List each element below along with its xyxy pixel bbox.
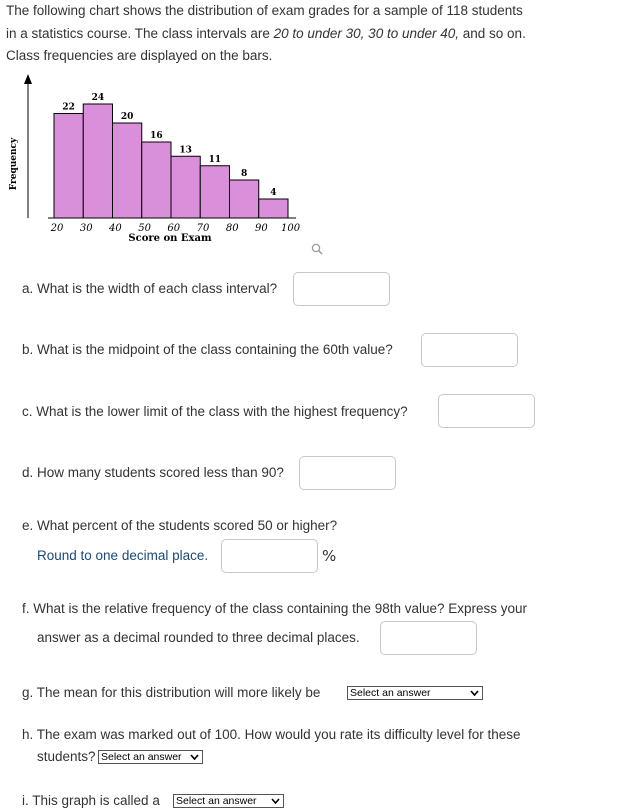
answer-e-input[interactable] [221, 539, 318, 573]
x-tick-label: 90 [255, 223, 268, 234]
bar-frequency-label: 24 [91, 93, 105, 103]
question-c: c. What is the lower limit of the class with the highest frequency? [22, 404, 408, 419]
bar-frequency-label: 4 [270, 188, 277, 198]
x-tick-label: 80 [225, 223, 239, 234]
question-e: e. What percent of the students scored 50 or higher? [22, 518, 338, 533]
histogram-bar [259, 199, 288, 218]
chevron-down-icon [190, 753, 199, 761]
question-h-line-2: students? [37, 749, 96, 764]
x-tick-label: 60 [167, 223, 181, 234]
histogram-bar [200, 166, 229, 218]
bar-frequency-label: 11 [208, 154, 222, 165]
histogram-bar [142, 142, 171, 218]
histogram-bar [171, 156, 200, 218]
x-tick-label: 40 [109, 223, 122, 234]
answer-g-select-value: Select an answer [350, 687, 431, 699]
question-f-line-1: f. What is the relative frequency of the class containing the 98th value? Express your [22, 601, 528, 616]
problem-intro [6, 0, 606, 68]
percent-unit: % [322, 547, 337, 565]
y-axis-arrow-icon [24, 74, 32, 84]
answer-d-input[interactable] [299, 456, 396, 490]
intro-line-2-intervals: 20 to under 30, 30 to under 40, [273, 25, 460, 41]
answer-h-select-value: Select an answer [101, 751, 182, 763]
answer-i-select-value: Select an answer [176, 795, 257, 807]
x-tick-label: 30 [79, 223, 93, 234]
question-d: d. How many students scored less than 90? [22, 465, 284, 480]
histogram-bar [113, 123, 142, 218]
bar-frequency-label: 13 [179, 145, 192, 156]
intro-line-2-text: in a statistics course. The class intervals are [6, 25, 274, 41]
intro-line-2-end: and so on. [459, 25, 526, 41]
question-g: g. The mean for this distribution will more likely be [22, 685, 321, 700]
x-tick-label: 50 [138, 223, 151, 234]
histogram-bar [54, 114, 83, 219]
bar-frequency-label: 8 [240, 169, 248, 179]
answer-f-input[interactable] [380, 621, 477, 655]
question-i: i. This graph is called a [22, 793, 160, 808]
bar-frequency-label: 16 [150, 131, 163, 141]
bar-frequency-label: 20 [120, 112, 134, 122]
histogram-chart [0, 72, 310, 252]
magnifier-icon[interactable] [311, 243, 323, 255]
x-axis-label: Score on Exam [128, 233, 212, 244]
intro-line-2 [6, 23, 606, 46]
bar-frequency-label: 22 [62, 102, 75, 113]
answer-a-input[interactable] [293, 272, 390, 306]
question-e-round-note: Round to one decimal place. [37, 548, 209, 563]
intro-line-3: Class frequencies are displayed on the bars. [6, 48, 273, 63]
histogram-bar [83, 104, 112, 218]
question-a: a. What is the width of each class interval? [22, 281, 278, 296]
answer-c-input[interactable] [438, 394, 535, 428]
question-h-line-1: h. The exam was marked out of 100. How would you rate its difficulty level for these [22, 727, 521, 742]
y-axis-label: Frequency [9, 137, 19, 191]
chevron-down-icon [271, 797, 280, 805]
x-tick-label: 20 [50, 223, 64, 234]
answer-b-input[interactable] [421, 333, 518, 367]
answer-g-select[interactable] [347, 686, 483, 700]
question-b: b. What is the midpoint of the class containing the 60th value? [22, 342, 393, 357]
answer-h-select[interactable] [98, 750, 203, 764]
intro-line-1: The following chart shows the distribution of exam grades for a sample of 118 students [6, 3, 523, 18]
x-tick-label: 70 [196, 223, 210, 234]
question-f-line-2: answer as a decimal rounded to three decimal places. [37, 630, 360, 645]
histogram-bar [230, 180, 259, 218]
x-tick-label: 100 [281, 223, 301, 234]
chevron-down-icon [470, 689, 479, 697]
